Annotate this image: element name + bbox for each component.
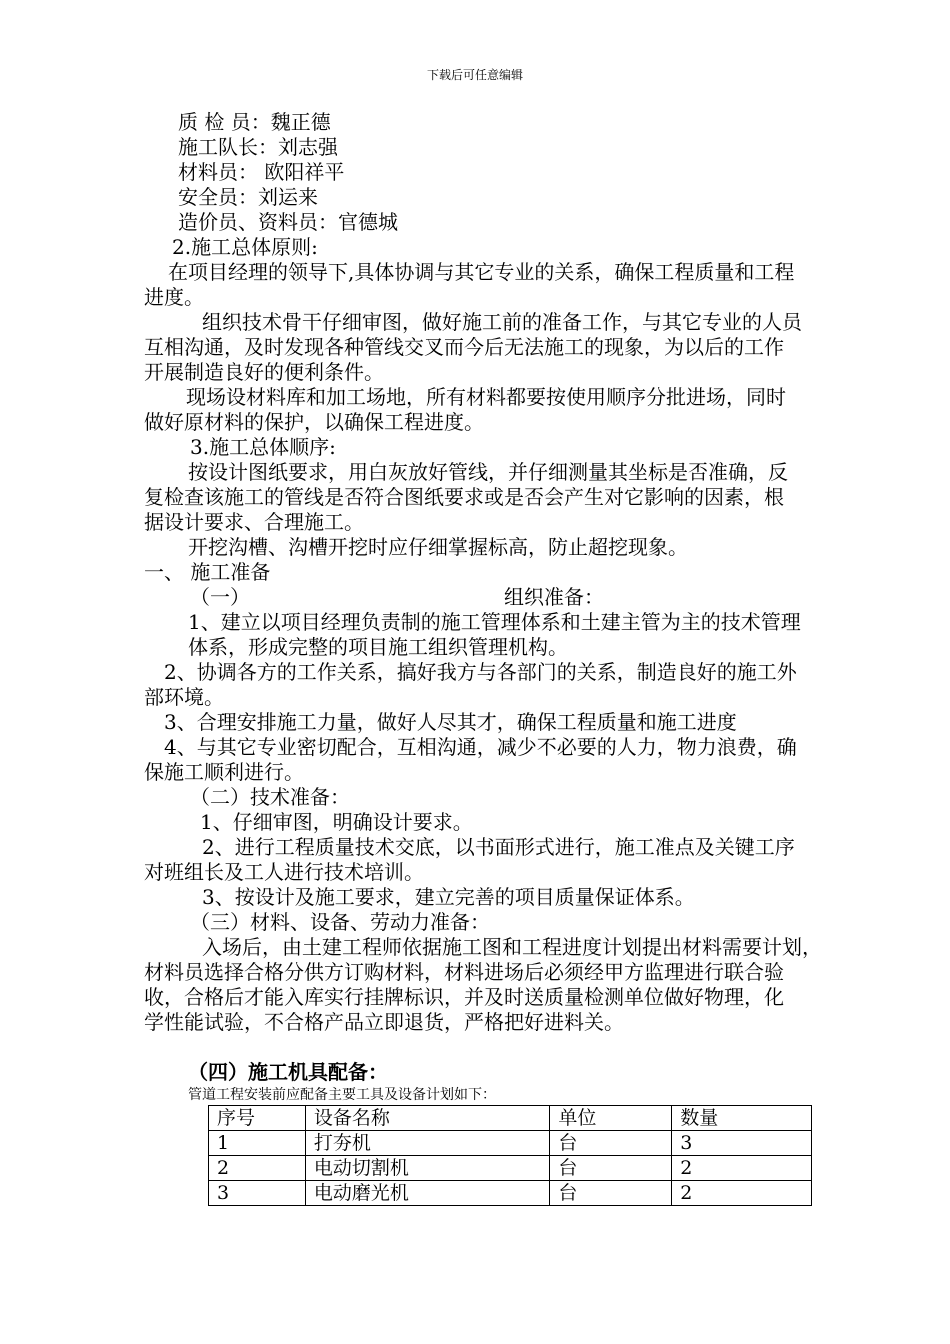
body-text-line: 做好原材料的保护，以确保工程进度。	[144, 410, 484, 434]
body-text-line: 学性能试验，不合格产品立即退货，严格把好进料关。	[144, 1010, 624, 1034]
equipment-caption: 管道工程安装前应配备主要工具及设备计划如下：	[188, 1087, 496, 1103]
body-text-line: 按设计图纸要求，用白灰放好管线，并仔细测量其坐标是否准确，反	[188, 460, 788, 484]
body-text-line: 入场后，由土建工程师依据施工图和工程进度计划提出材料需要计划，	[202, 935, 822, 959]
body-text-line: 2、进行工程质量技术交底，以书面形式进行，施工准点及关键工序	[202, 835, 795, 859]
body-text-line: 3.施工总体顺序:	[190, 435, 336, 459]
body-text-line: 材料员选择合格分供方订购材料，材料进场后必须经甲方监理进行联合验	[144, 960, 784, 984]
body-text-line: 质 检 员：魏正德	[178, 110, 331, 134]
body-text-line: （一）	[190, 585, 250, 609]
body-text-line: 3、按设计及施工要求，建立完善的项目质量保证体系。	[202, 885, 695, 909]
table-header-row	[209, 1106, 812, 1131]
header-cell-quantity: 数量	[672, 1106, 812, 1131]
body-text-line: 材料员： 欧阳祥平	[178, 160, 345, 184]
body-text-line: 1、建立以项目经理负责制的施工管理体系和土建主管为主的技术管理	[188, 610, 801, 634]
equipment-table	[208, 1105, 812, 1206]
body-text-line: 进度。	[144, 285, 204, 309]
body-text-line: 现场设材料库和加工场地，所有材料都要按使用顺序分批进场，同时	[186, 385, 786, 409]
cell-unit: 台	[550, 1156, 672, 1181]
body-text-line: 2.施工总体原则:	[172, 235, 318, 259]
header-cell-index: 序号	[209, 1106, 306, 1131]
body-text-line: （三）材料、设备、劳动力准备：	[190, 910, 490, 934]
cell-unit: 台	[550, 1181, 672, 1206]
body-text-line: 复检查该施工的管线是否符合图纸要求或是否会产生对它影响的因素，根	[144, 485, 784, 509]
body-text-line: 保施工顺利进行。	[144, 760, 304, 784]
header-cell-name: 设备名称	[305, 1106, 550, 1131]
body-text-line: 开挖沟槽、沟槽开挖时应仔细掌握标高，防止超挖现象。	[188, 535, 688, 559]
body-text-line: 施工队长：刘志强	[178, 135, 338, 159]
cell-index: 2	[209, 1156, 306, 1181]
body-text-line: 互相沟通，及时发现各种管线交叉而今后无法施工的现象，为以后的工作	[144, 335, 784, 359]
cell-quantity: 2	[672, 1156, 812, 1181]
body-text-line: 据设计要求、合理施工。	[144, 510, 364, 534]
body-text-line: 2、协调各方的工作关系，搞好我方与各部门的关系，制造良好的施工外	[164, 660, 797, 684]
cell-name: 电动切割机	[305, 1156, 550, 1181]
table-row	[209, 1131, 812, 1156]
body-text-line: 一、 施工准备	[144, 560, 271, 584]
body-text-line: 开展制造良好的便利条件。	[144, 360, 384, 384]
body-text-line: 在项目经理的领导下,具体协调与其它专业的关系，确保工程质量和工程	[168, 260, 795, 284]
body-text-line: 收，合格后才能入库实行挂牌标识，并及时送质量检测单位做好物理，化	[144, 985, 784, 1009]
cell-index: 3	[209, 1181, 306, 1206]
body-text-line: 造价员、资料员：官德城	[178, 210, 398, 234]
cell-name: 电动磨光机	[305, 1181, 550, 1206]
header-cell-unit: 单位	[550, 1106, 672, 1131]
body-text-line: 4、与其它专业密切配合，互相沟通，减少不必要的人力，物力浪费，确	[164, 735, 797, 759]
body-text-line: 部环境。	[144, 685, 224, 709]
table-row	[209, 1156, 812, 1181]
body-text-line: 对班组长及工人进行技术培训。	[144, 860, 424, 884]
cell-quantity: 2	[672, 1181, 812, 1206]
cell-quantity: 3	[672, 1131, 812, 1156]
cell-unit: 台	[550, 1131, 672, 1156]
body-text-line: 体系，形成完整的项目施工组织管理机构。	[188, 635, 568, 659]
page-header-note: 下载后可任意编辑	[426, 68, 523, 82]
body-text-line: 1、仔细审图，明确设计要求。	[200, 810, 473, 834]
body-text-line: 3、合理安排施工力量，做好人尽其才，确保工程质量和施工进度	[164, 710, 737, 734]
body-text-line: 组织准备：	[504, 585, 604, 609]
body-text-line: （二）技术准备：	[190, 785, 350, 809]
section-heading-equipment: （四）施工机具配备：	[188, 1060, 388, 1084]
table-row	[209, 1181, 812, 1206]
cell-name: 打夯机	[305, 1131, 550, 1156]
body-text-line: 组织技术骨干仔细审图，做好施工前的准备工作，与其它专业的人员	[202, 310, 802, 334]
body-text-line: 安全员：刘运来	[178, 185, 318, 209]
cell-index: 1	[209, 1131, 306, 1156]
